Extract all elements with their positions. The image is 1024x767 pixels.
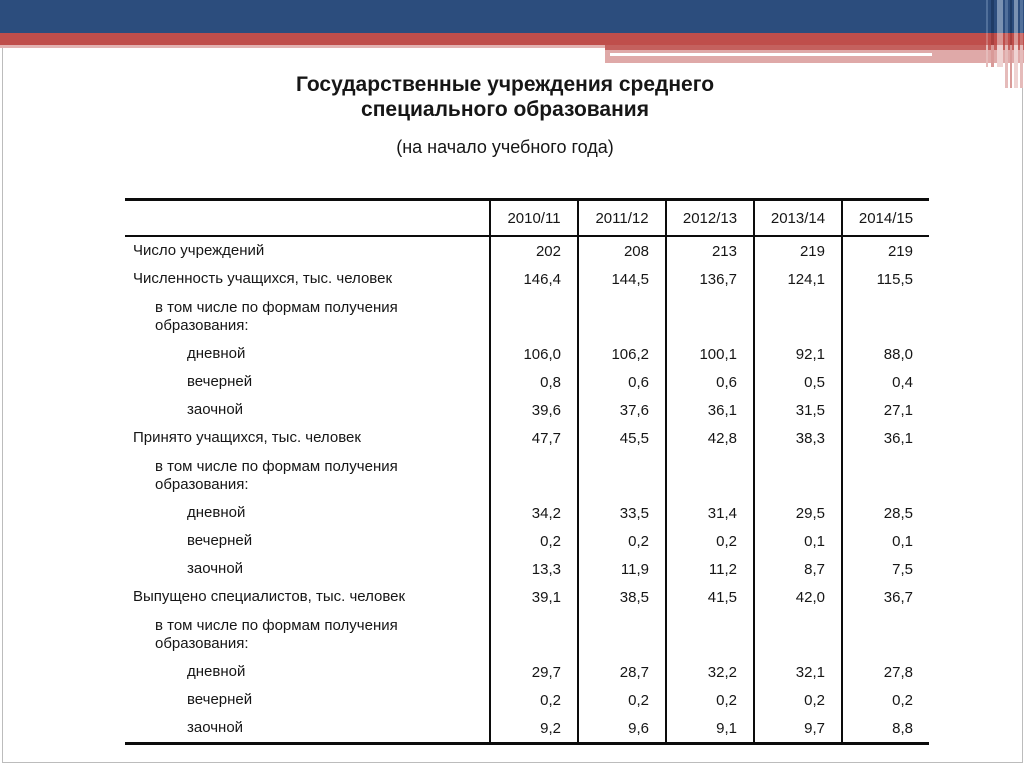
cell-value: 27,1 [842, 396, 929, 424]
cell-value: 202 [490, 236, 578, 265]
cell-value: 42,8 [666, 424, 754, 452]
row-label: в том числе по формам получения [155, 298, 398, 316]
cell-value: 9,6 [578, 714, 666, 744]
row-label: дневной [187, 504, 246, 521]
statistics-table [125, 198, 929, 745]
cell-value: 0,5 [754, 368, 842, 396]
table-row [125, 686, 929, 714]
row-label-line2: образования: [155, 475, 249, 493]
cell-value [842, 611, 929, 658]
table-row [125, 658, 929, 686]
row-label: Число учреждений [133, 242, 265, 259]
cell-value: 136,7 [666, 265, 754, 293]
cell-value: 0,2 [754, 686, 842, 714]
cell-value: 219 [754, 236, 842, 265]
cell-value: 0,2 [578, 527, 666, 555]
cell-value: 0,1 [754, 527, 842, 555]
table-row [125, 714, 929, 744]
table-row [125, 527, 929, 555]
cell-value [754, 611, 842, 658]
cell-value: 144,5 [578, 265, 666, 293]
row-label: вечерней [187, 373, 253, 390]
cell-value [842, 452, 929, 499]
cell-value: 106,0 [490, 340, 578, 368]
row-label: в том числе по формам получения [155, 457, 398, 475]
header-step-pink [605, 50, 1024, 63]
cell-value: 146,4 [490, 265, 578, 293]
row-label: Выпущено специалистов, тыс. человек [133, 588, 406, 605]
table-row [125, 555, 929, 583]
row-label: Принято учащихся, тыс. человек [133, 429, 361, 446]
cell-value [490, 452, 578, 499]
cell-value: 42,0 [754, 583, 842, 611]
cell-value: 124,1 [754, 265, 842, 293]
row-label: заочной [187, 401, 244, 418]
cell-value [578, 293, 666, 340]
row-label: в том числе по формам получения [155, 616, 398, 634]
cell-value: 11,2 [666, 555, 754, 583]
decor-stripe [997, 0, 1003, 67]
cell-value: 34,2 [490, 499, 578, 527]
cell-value: 213 [666, 236, 754, 265]
cell-value: 106,2 [578, 340, 666, 368]
header-red-bar [0, 33, 1024, 45]
label-column-header [125, 200, 490, 237]
cell-value [754, 293, 842, 340]
table-row [125, 452, 929, 499]
cell-value: 45,5 [578, 424, 666, 452]
table-row [125, 583, 929, 611]
cell-value: 9,2 [490, 714, 578, 744]
cell-value [666, 611, 754, 658]
row-label: вечерней [187, 691, 253, 708]
row-label: Численность учащихся, тыс. человек [133, 270, 393, 287]
row-label: вечерней [187, 532, 253, 549]
cell-value: 39,1 [490, 583, 578, 611]
cell-value: 9,7 [754, 714, 842, 744]
table-row [125, 265, 929, 293]
table-row [125, 424, 929, 452]
cell-value: 115,5 [842, 265, 929, 293]
cell-value: 39,6 [490, 396, 578, 424]
cell-value: 208 [578, 236, 666, 265]
row-label-line2: образования: [155, 634, 249, 652]
cell-value: 32,1 [754, 658, 842, 686]
cell-value: 36,7 [842, 583, 929, 611]
cell-value: 8,7 [754, 555, 842, 583]
cell-value: 36,1 [666, 396, 754, 424]
cell-value: 9,1 [666, 714, 754, 744]
year-column-header: 2010/11 [490, 200, 578, 237]
cell-value: 37,6 [578, 396, 666, 424]
decor-stripe [991, 0, 994, 67]
table-row [125, 396, 929, 424]
cell-value [754, 452, 842, 499]
cell-value: 28,5 [842, 499, 929, 527]
decor-stripe [986, 0, 988, 67]
cell-value: 47,7 [490, 424, 578, 452]
cell-value [666, 293, 754, 340]
slide-subtitle: (на начало учебного года) [396, 137, 614, 157]
cell-value: 0,8 [490, 368, 578, 396]
cell-value: 32,2 [666, 658, 754, 686]
cell-value: 100,1 [666, 340, 754, 368]
cell-value: 92,1 [754, 340, 842, 368]
cell-value: 41,5 [666, 583, 754, 611]
cell-value: 7,5 [842, 555, 929, 583]
cell-value: 0,6 [666, 368, 754, 396]
header-blue-bar [0, 0, 1024, 33]
table-row [125, 340, 929, 368]
cell-value: 29,5 [754, 499, 842, 527]
decor-stripe [1014, 0, 1018, 88]
cell-value [490, 611, 578, 658]
cell-value: 0,2 [666, 527, 754, 555]
cell-value: 29,7 [490, 658, 578, 686]
cell-value [578, 611, 666, 658]
cell-value: 33,5 [578, 499, 666, 527]
slide-title [0, 72, 1010, 122]
cell-value: 0,2 [490, 686, 578, 714]
year-column-header: 2014/15 [842, 200, 929, 237]
table-header-row [125, 200, 929, 237]
cell-value: 0,2 [666, 686, 754, 714]
row-label-line2: образования: [155, 316, 249, 334]
cell-value: 0,2 [490, 527, 578, 555]
cell-value: 8,8 [842, 714, 929, 744]
slide-title-line2: специального образования [361, 98, 649, 121]
row-label: заочной [187, 560, 244, 577]
year-column-header: 2013/14 [754, 200, 842, 237]
cell-value [842, 293, 929, 340]
cell-value: 31,5 [754, 396, 842, 424]
cell-value: 219 [842, 236, 929, 265]
cell-value: 13,3 [490, 555, 578, 583]
slide-title-line1: Государственные учреждения среднего [295, 73, 715, 96]
row-label: заочной [187, 719, 244, 736]
cell-value: 31,4 [666, 499, 754, 527]
cell-value: 0,2 [842, 686, 929, 714]
decor-stripe [1020, 0, 1023, 88]
table-row [125, 293, 929, 340]
cell-value: 11,9 [578, 555, 666, 583]
cell-value: 0,2 [578, 686, 666, 714]
table-row [125, 499, 929, 527]
table-row [125, 368, 929, 396]
row-label: дневной [187, 345, 246, 362]
statistics-table-container [125, 198, 929, 745]
cell-value: 27,8 [842, 658, 929, 686]
year-column-header: 2012/13 [666, 200, 754, 237]
cell-value [490, 293, 578, 340]
cell-value: 36,1 [842, 424, 929, 452]
decor-stripe [1010, 0, 1012, 88]
table-row [125, 611, 929, 658]
table-row [125, 236, 929, 265]
cell-value [578, 452, 666, 499]
cell-value: 88,0 [842, 340, 929, 368]
cell-value: 0,4 [842, 368, 929, 396]
cell-value: 38,5 [578, 583, 666, 611]
year-column-header: 2011/12 [578, 200, 666, 237]
row-label: дневной [187, 663, 246, 680]
cell-value: 38,3 [754, 424, 842, 452]
cell-value: 28,7 [578, 658, 666, 686]
header-step-white-line [610, 53, 932, 56]
cell-value: 0,6 [578, 368, 666, 396]
cell-value [666, 452, 754, 499]
cell-value: 0,1 [842, 527, 929, 555]
